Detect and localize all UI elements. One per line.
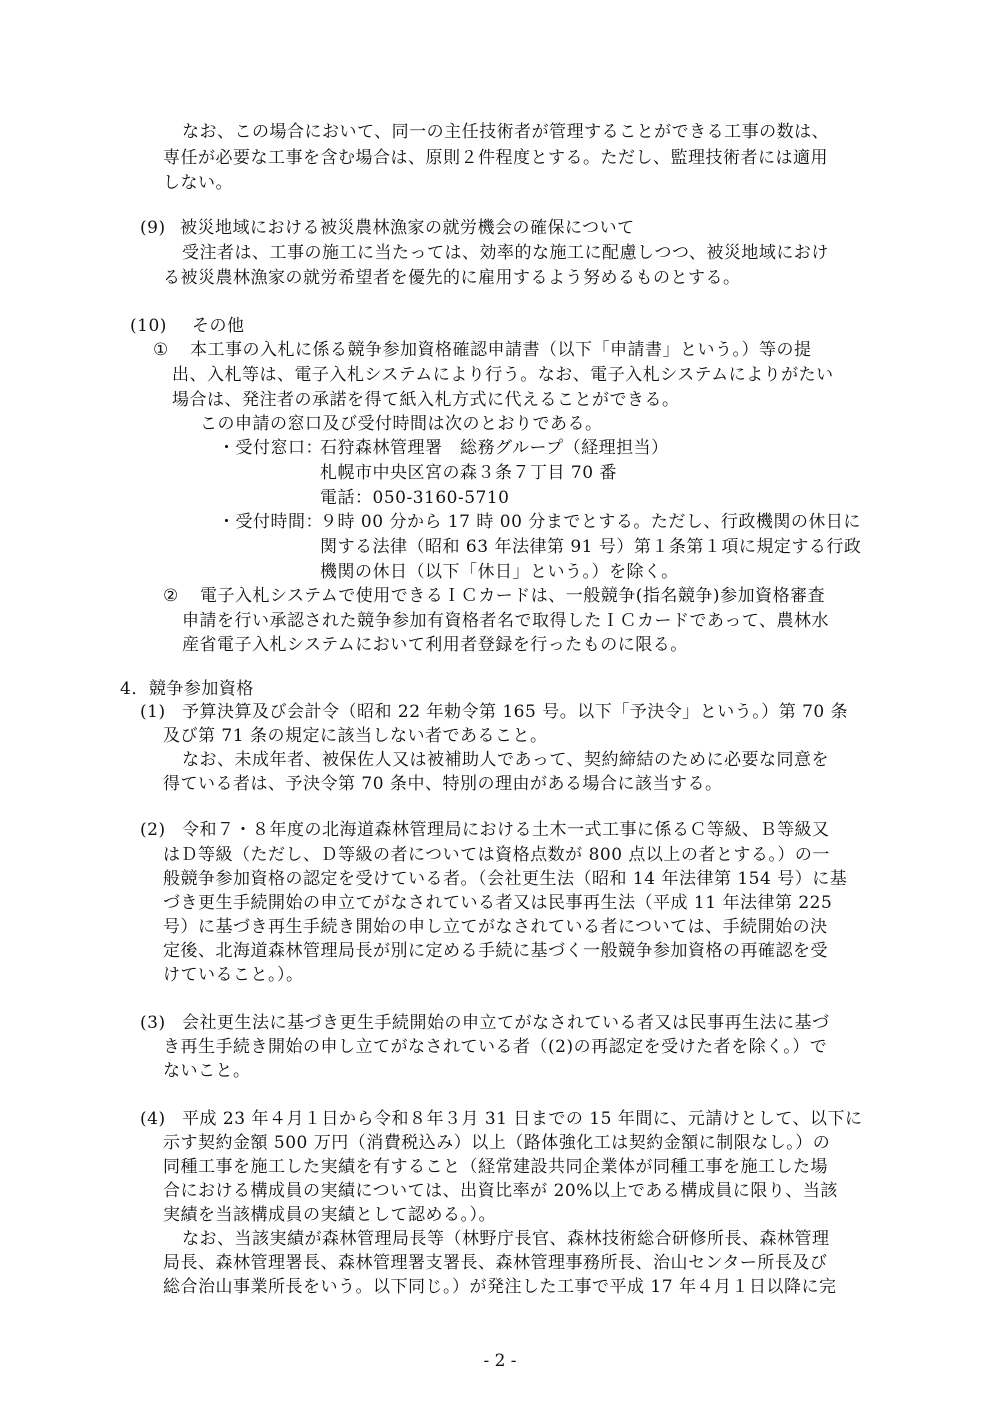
paragraph-line: 専任が必要な工事を含む場合は、原則２件程度とする。ただし、監理技術者には適用	[163, 148, 828, 168]
paragraph-line: 令和７・８年度の北海道森林管理局における土木一式工事に係るＣ等級、Ｂ等級又	[182, 820, 830, 840]
paragraph-line: はＤ等級（ただし、Ｄ等級の者については資格点数が 800 点以上の者とする。）の一	[163, 845, 830, 865]
paragraph-line: 示す契約金額 500 万円（消費税込み）以上（路体強化工は契約金額に制限なし。）の	[163, 1133, 831, 1153]
paragraph-line: 受注者は、工事の施工に当たっては、効率的な施工に配慮しつつ、被災地域におけ	[182, 243, 829, 263]
item-title: その他	[192, 316, 245, 336]
sub-item-number: ①	[153, 340, 169, 360]
page-number: - 2 -	[483, 1351, 517, 1371]
paragraph-line: なお、当該実績が森林管理局長等（林野庁長官、森林技術総合研修所長、森林管理	[182, 1229, 830, 1249]
item-number: (4)	[140, 1109, 166, 1129]
reception-time-line: ９時 00 分から 17 時 00 分までとする。ただし、行政機関の休日に	[320, 512, 861, 532]
paragraph-line: 平成 23 年４月１日から令和８年３月 31 日までの 15 年間に、元請けとして、以下に	[182, 1109, 863, 1129]
paragraph-line: けていること。）。	[163, 965, 304, 985]
paragraph-line: 電子入札システムで使用できるＩＣカードは、一般競争(指名競争)参加資格審査	[200, 586, 826, 606]
paragraph-line: ないこと。	[163, 1061, 251, 1081]
item-number: (10)	[130, 316, 167, 336]
reception-window-line: 電話：050-3160-5710	[320, 488, 510, 508]
section-heading: 4．競争参加資格	[120, 679, 254, 699]
paragraph-line: 得ている者は、予決令第 70 条中、特別の理由がある場合に該当する。	[163, 774, 723, 794]
paragraph-line: 般競争参加資格の認定を受けている者。（会社更生法（昭和 14 年法律第 154 号）に基	[163, 869, 848, 889]
paragraph-line: 会社更生法に基づき更生手続開始の申立てがなされている者又は民事再生法に基づ	[182, 1013, 830, 1033]
paragraph-line: づき更生手続開始の申立てがなされている者又は民事再生法（平成 11 年法律第 225	[163, 893, 833, 913]
reception-window-line: 札幌市中央区宮の森３条７丁目 70 番	[320, 463, 617, 483]
paragraph-line: 出、入札等は、電子入札システムにより行う。なお、電子入札システムによりがたい	[172, 365, 834, 385]
paragraph-line: なお、この場合において、同一の主任技術者が管理することができる工事の数は、	[182, 122, 830, 142]
paragraph-line: 及び第 71 条の規定に該当しない者であること。	[163, 726, 548, 746]
reception-time-line: 関する法律（昭和 63 年法律第 91 号）第１条第１項に規定する行政	[320, 537, 862, 557]
reception-window-line: 石狩森林管理署 総務グループ（経理担当）	[320, 438, 669, 458]
paragraph-line: 合における構成員の実績については、出資比率が 20%以上である構成員に限り、当該	[163, 1181, 838, 1201]
paragraph-line: 同種工事を施工した実績を有すること（経常建設共同企業体が同種工事を施工した場	[163, 1157, 828, 1177]
item-number: (2)	[140, 820, 166, 840]
paragraph-line: る被災農林漁家の就労希望者を優先的に雇用するよう努めるものとする。	[163, 268, 741, 288]
sub-item-number: ②	[163, 586, 179, 606]
reception-time-label: ・受付時間：	[218, 512, 323, 532]
paragraph-line: しない。	[163, 173, 233, 193]
item-title: 被災地域における被災農林漁家の就労機会の確保について	[180, 218, 635, 238]
paragraph-line: この申請の窓口及び受付時間は次のとおりである。	[200, 414, 603, 434]
paragraph-line: 号）に基づき再生手続き開始の申し立てがなされている者については、手続開始の決	[163, 917, 828, 937]
paragraph-line: 申請を行い承認された競争参加有資格者名で取得したＩＣカードであって、農林水	[182, 611, 829, 631]
paragraph-line: 予算決算及び会計令（昭和 22 年勅令第 165 号。以下「予決令」という。）第 70 条	[182, 702, 849, 722]
item-number: (9)	[140, 218, 166, 238]
paragraph-line: 実績を当該構成員の実績として認める。）。	[163, 1205, 496, 1225]
item-number: (3)	[140, 1013, 166, 1033]
paragraph-line: 定後、北海道森林管理局長が別に定める手続に基づく一般競争参加資格の再確認を受	[163, 941, 828, 961]
paragraph-line: 局長、森林管理署長、森林管理署支署長、森林管理事務所長、治山センター所長及び	[163, 1253, 828, 1273]
paragraph-line: なお、未成年者、被保佐人又は被補助人であって、契約締結のために必要な同意を	[182, 750, 829, 770]
paragraph-line: 場合は、発注者の承諾を得て紙入札方式に代えることができる。	[172, 390, 680, 410]
paragraph-line: 産省電子入札システムにおいて利用者登録を行ったものに限る。	[182, 635, 688, 655]
paragraph-line: き再生手続き開始の申し立てがなされている者（(2)の再認定を受けた者を除く。）で	[163, 1037, 828, 1057]
paragraph-line: 本工事の入札に係る競争参加資格確認申請書（以下「申請書」という。）等の提	[190, 340, 812, 360]
paragraph-line: 総合治山事業所長をいう。以下同じ。）が発注した工事で平成 17 年４月１日以降に完	[163, 1277, 837, 1297]
item-number: (1)	[140, 702, 166, 722]
reception-time-line: 機関の休日（以下「休日」という。）を除く。	[320, 562, 679, 582]
reception-window-label: ・受付窓口：	[218, 438, 323, 458]
